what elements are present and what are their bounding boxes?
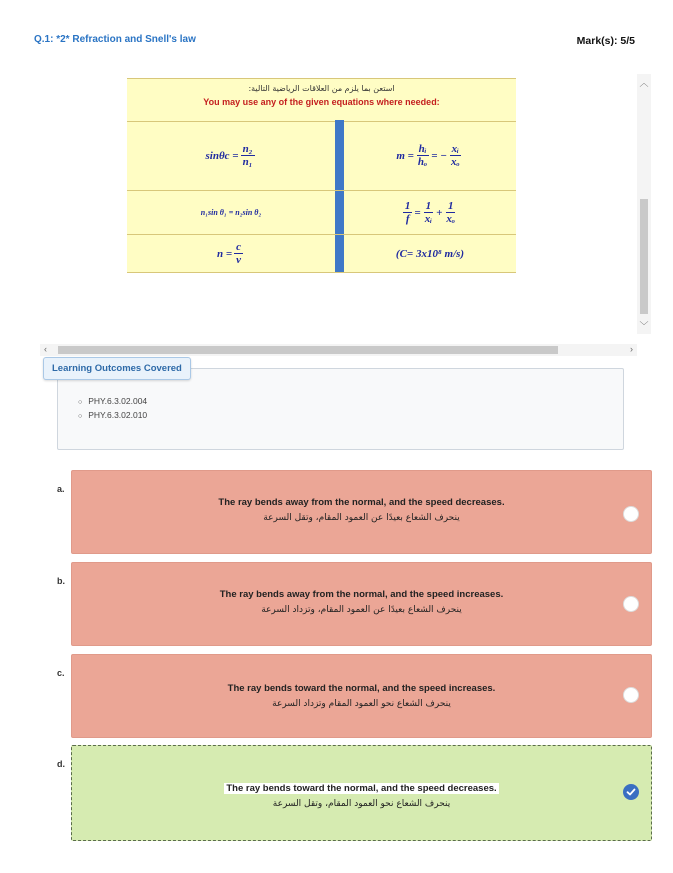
learning-outcomes-tab[interactable]: Learning Outcomes Covered — [43, 357, 191, 380]
table-divider — [335, 120, 344, 273]
question-title: Q.1: *2* Refraction and Snell's law — [34, 34, 196, 45]
option-b-radio[interactable] — [623, 596, 639, 612]
equations-arabic-note: استعن بما يلزم من العلاقات الرياضية التالية: — [248, 84, 395, 93]
option-a-letter: a. — [57, 484, 65, 494]
option-a-english: The ray bends away from the normal, and the speed decreases. — [218, 497, 505, 508]
option-a-radio[interactable] — [623, 506, 639, 522]
snell-equation: n₁sin θ₁ = n₂sin θ₂ — [200, 208, 262, 217]
learning-outcome-item: ○ PHY.6.3.02.004 — [78, 396, 147, 406]
index-equation: n = $\frac{c}{v}$ — [216, 241, 242, 266]
option-b-letter: b. — [57, 576, 65, 586]
critical-angle-equation: sinθc = $\frac{\text{n₂}}{\text{n₁}}$ — [205, 143, 253, 168]
scroll-left-icon[interactable]: ‹ — [44, 344, 47, 354]
horizontal-scroll-thumb[interactable] — [58, 346, 558, 354]
lens-equation: $\frac{1}{f}$ = $\frac{1}{\text{xᵢ}}$ + $\frac{1}{\text{xₒ}}$ — [404, 200, 456, 225]
option-c-english: The ray bends toward the normal, and the speed increases. — [227, 683, 496, 694]
vertical-scroll-thumb[interactable] — [640, 199, 648, 314]
option-d-arabic: ينحرف الشعاع نحو العمود المقام، وتقل السرعة — [272, 799, 451, 809]
equations-frame — [40, 70, 649, 354]
option-b-arabic: ينحرف الشعاع بعيدًا عن العمود المقام، وتزداد السرعة — [261, 605, 462, 615]
option-b[interactable] — [71, 562, 652, 646]
speed-of-light: (C= 3x10⁸ m/s) — [395, 247, 465, 260]
scroll-down-icon[interactable]: ﹀ — [639, 321, 649, 331]
option-c-radio[interactable] — [623, 687, 639, 703]
row-divider — [127, 272, 516, 273]
option-b-english: The ray bends away from the normal, and the speed increases. — [219, 589, 504, 600]
magnification-equation: m = $\frac{\text{hᵢ}}{\text{hₒ}}$ = − $\frac{\text{xᵢ}}{\text{xₒ}}$ — [396, 143, 460, 168]
option-d-english: The ray bends toward the normal, and the speed decreases. — [226, 783, 497, 794]
learning-outcome-item: ○ PHY.6.3.02.010 — [78, 410, 147, 420]
marks-label: Mark(s): 5/5 — [576, 35, 635, 47]
scroll-right-icon[interactable]: › — [630, 344, 633, 354]
vertical-scrollbar[interactable] — [637, 74, 651, 334]
option-d[interactable] — [71, 745, 652, 841]
option-d-letter: d. — [57, 759, 65, 769]
option-c-letter: c. — [57, 668, 65, 678]
option-a[interactable] — [71, 470, 652, 554]
equations-header — [127, 78, 516, 122]
equations-table — [127, 78, 516, 273]
option-c[interactable] — [71, 654, 652, 738]
option-d-selected-radio[interactable] — [623, 784, 639, 800]
option-c-arabic: ينحرف الشعاع نحو العمود المقام وتزداد السرعة — [272, 699, 451, 709]
learning-outcomes-list — [78, 396, 147, 424]
checkmark-icon — [626, 787, 636, 797]
scroll-up-icon[interactable]: ︿ — [639, 78, 649, 88]
option-a-arabic: ينحرف الشعاع بعيدًا عن العمود المقام، وتقل السرعة — [263, 513, 460, 523]
equations-english-note: You may use any of the given equations where needed: — [203, 97, 440, 107]
horizontal-scrollbar[interactable] — [40, 344, 637, 356]
